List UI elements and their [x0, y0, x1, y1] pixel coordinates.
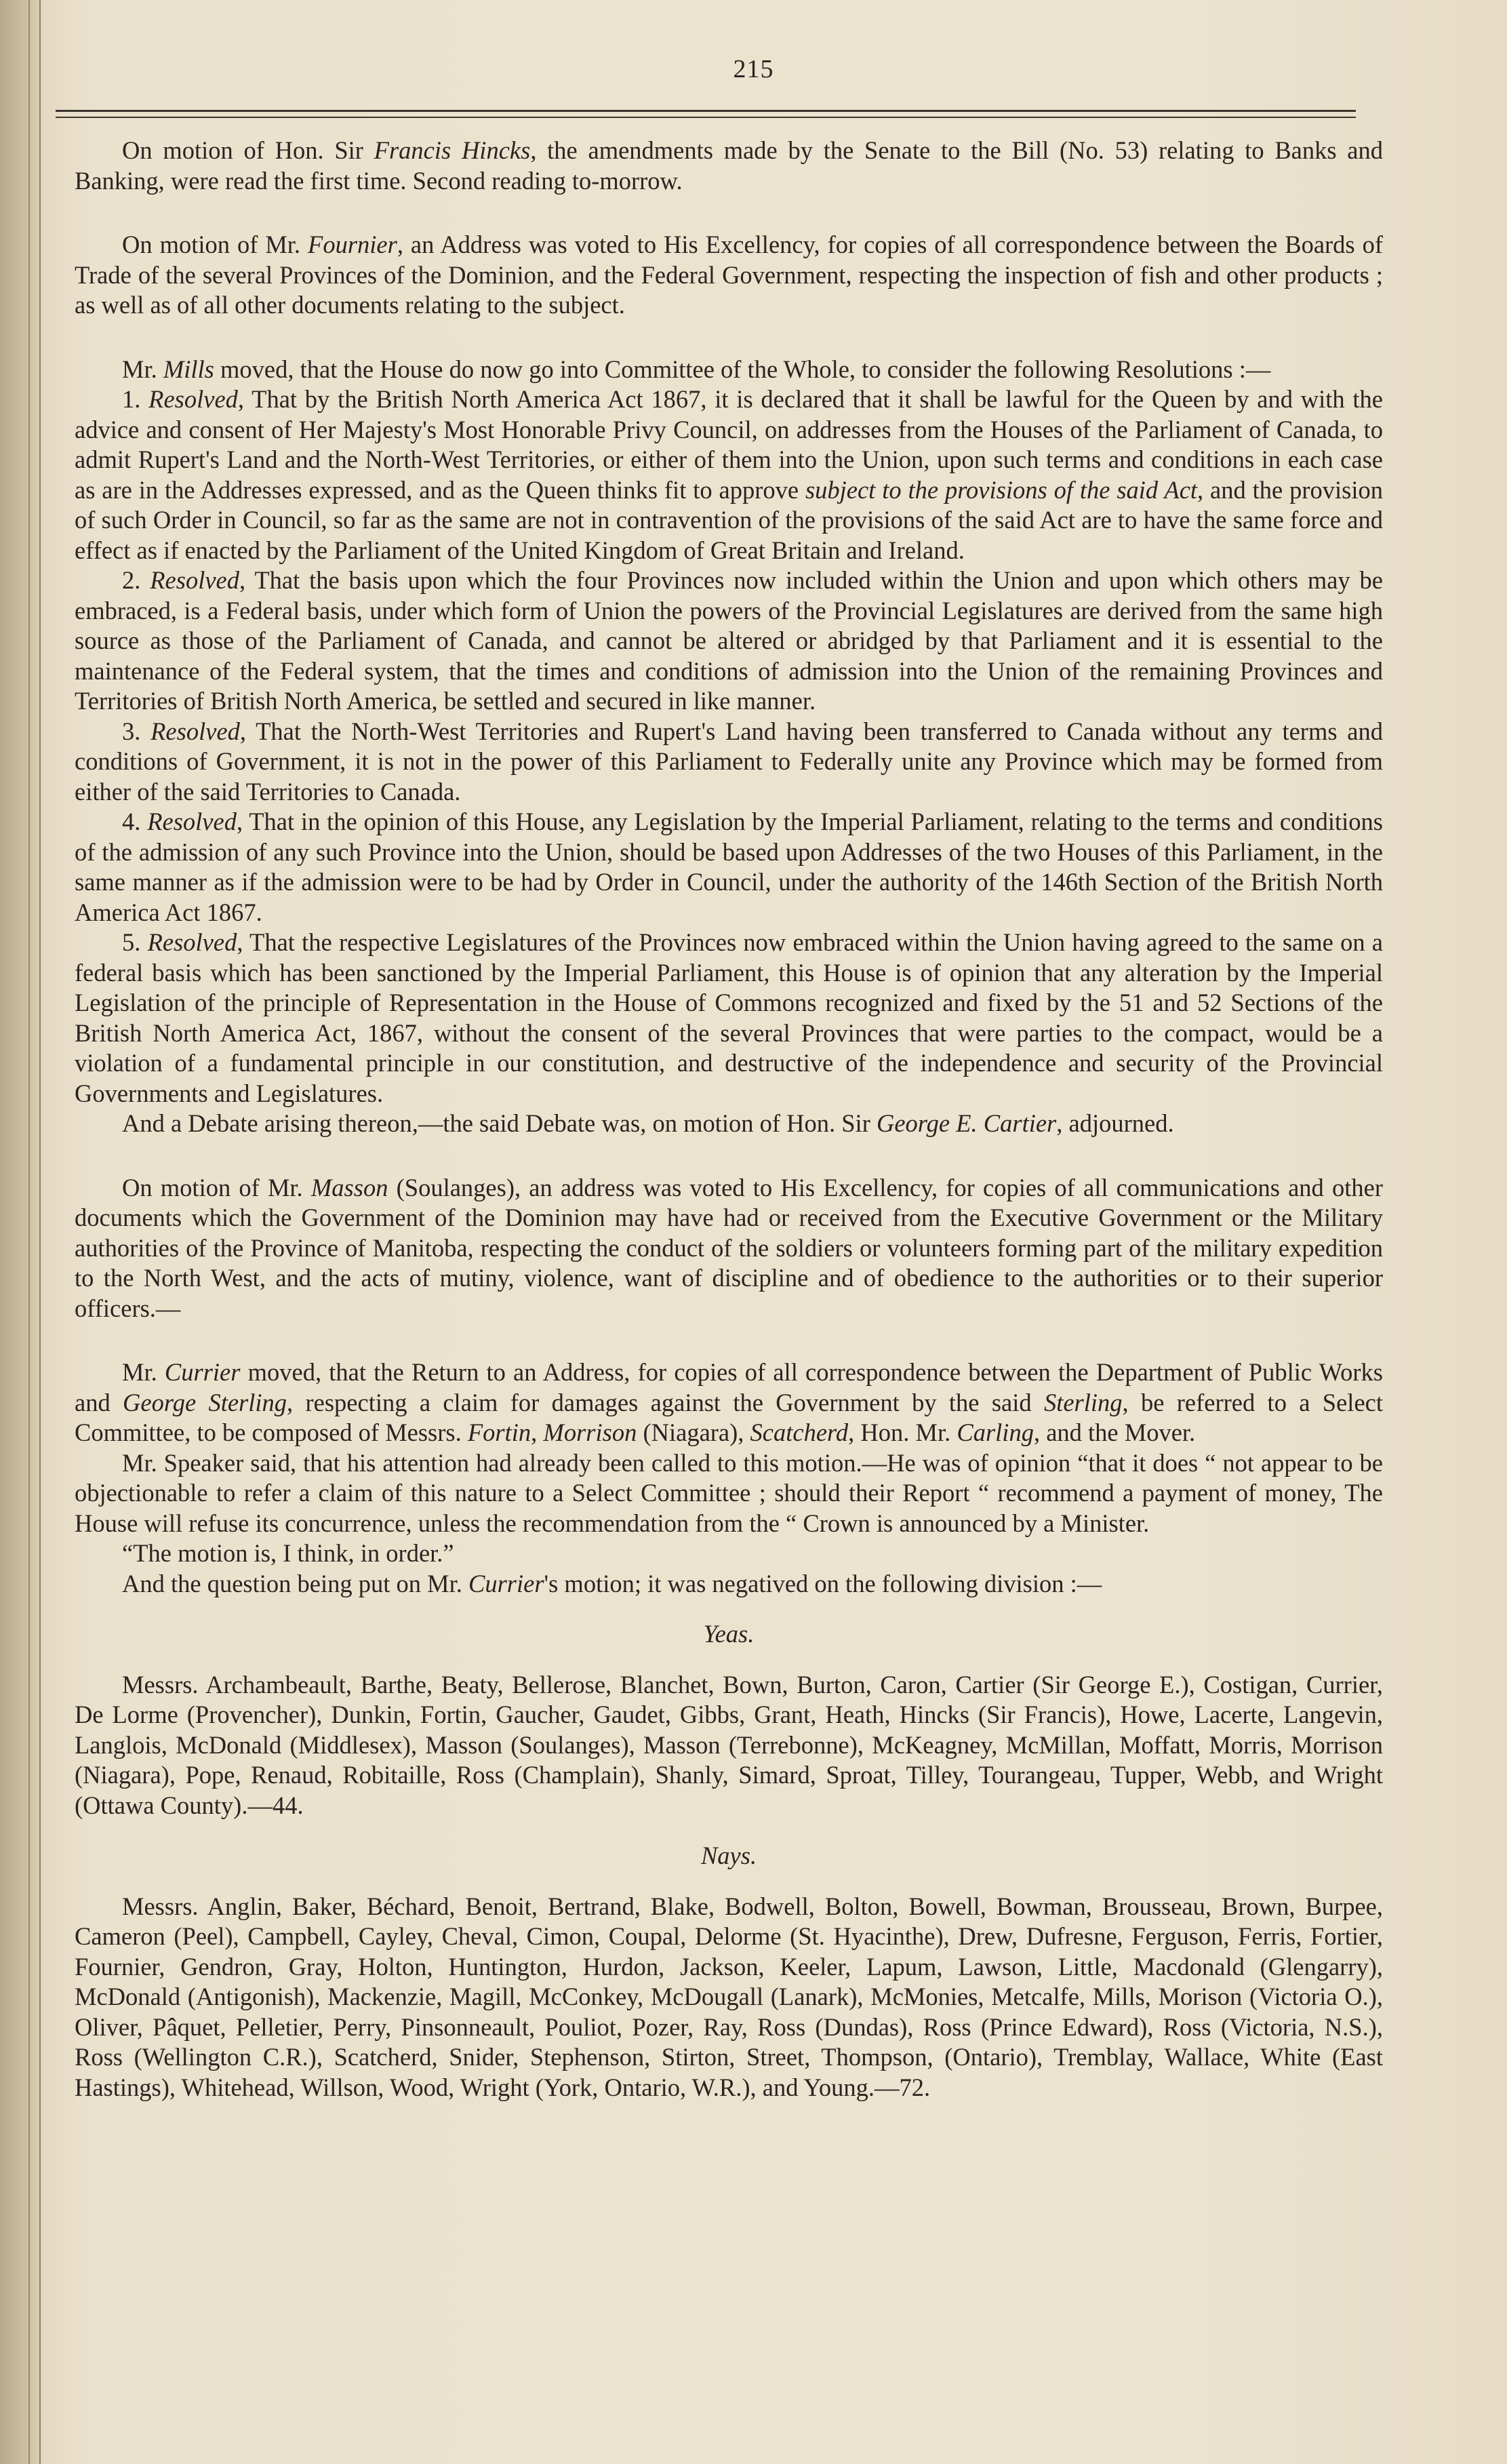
text-run: moved, that the House do now go into Committee of the Whole, to consider the following Resolutions :—	[214, 355, 1271, 383]
yeas-list: Messrs. Archambeault, Barthe, Beaty, Bellerose, Blanchet, Bown, Burton, Caron, Cartier (Sir George E.), Costigan, Currier, De Lorme (Provencher), Dunkin, Fortin, Gaucher, Gaudet, Gibbs, Grant, Heath, Hincks (Sir Francis), Howe, Lacerte, Langevin, Langlois, McDonald (Middlesex), Masson (Soulanges), Masson (Terrebonne), McKeagney, McMillan, Moffatt, Morris, Morrison (Niagara), Pope, Renaud, Robitaille, Ross (Champlain), Shanly, Simard, Sproat, Tilley, Tourangeau, Tupper, Webb, and Wright (Ottawa County).—44.	[75, 1670, 1383, 1819]
member-name: Francis Hincks	[374, 136, 531, 164]
header-rule-bottom	[56, 117, 1356, 118]
paragraph-debate-adjourned	[75, 1109, 1383, 1139]
text-run: , That by the British North America Act 1867, it is declared that it shall be lawful for the Queen by and with the advice and consent of Her Majesty's Most Honorable Privy Council, on addresses from the Houses of the Parliament of Canada, to admit Rupert's Land and the North-West Territories, or either of them into the Union, upon such terms and conditions in each case as are in the Addresses expressed, and as the Queen thinks fit to approve	[75, 385, 1384, 504]
member-name: Carling	[957, 1418, 1034, 1446]
resolution-number: 5.	[122, 928, 148, 956]
text-run: On motion of Mr.	[122, 1173, 311, 1201]
member-name: Scatcherd	[750, 1418, 849, 1446]
resolution-3	[75, 717, 1383, 808]
header-rule-top	[56, 110, 1356, 112]
resolution-number: 2.	[122, 566, 150, 594]
person-name: George Sterling	[123, 1388, 287, 1416]
text-run: On motion of Hon. Sir	[122, 136, 374, 164]
resolution-number: 3.	[122, 717, 151, 745]
member-name: Currier	[468, 1569, 544, 1597]
resolution-number: 1.	[122, 385, 149, 413]
spacer	[75, 1821, 1383, 1841]
paragraph-currier-motion	[75, 1357, 1383, 1448]
member-name: Masson	[310, 1173, 388, 1201]
yeas-heading: Yeas.	[703, 1620, 755, 1648]
journal-text	[75, 136, 1383, 2103]
text-run: Mr.	[122, 1358, 165, 1386]
text-run: moved, that the Return to an Address, for copies of all correspondence between the Department of Public Works and	[75, 1358, 1383, 1416]
paragraph-speaker-ruling: Mr. Speaker said, that his attention had already been called to this motion.—He was of opinion “that it does “ not appear to be objectionable to refer a claim of this nature to a Select Committee ; should their Report “ recommend a payment of money, The House will refuse its concurrence, unless the recommendation from the “ Crown is announced by a Minister.	[75, 1448, 1383, 1537]
text-run: , an Address was voted to His Excellency, for copies of all correspondence between the Boards of Trade of the several Provinces of the Dominion, and the Federal Government, respecting the inspection of fish and other products ; as well as of all other documents relating to the subject.	[75, 231, 1383, 319]
nays-heading: Nays.	[700, 1842, 757, 1869]
paragraph-question-put	[75, 1569, 1383, 1599]
resolution-5	[75, 928, 1383, 1109]
paragraph-in-order: “The motion is, I think, in order.”	[122, 1539, 454, 1567]
text-run: , That the North-West Territories and Rupert's Land having been transferred to Canada without any terms and conditions of Government, it is not in the power of this Parliament to Federally unite any Province which may be formed from either of the said Territories to Canada.	[75, 717, 1383, 806]
text-run: (Soulanges), an address was voted to His Excellency, for copies of all communications and other documents which the Government of the Dominion may have had or received from the Executive Government or the Military authorities of the Province of Manitoba, respecting the conduct of the soldiers or volunteers forming part of the military expedition to the North West, and the acts of mutiny, violence, want of discipline and of obedience to the authorities or to their superior officers.—	[75, 1173, 1383, 1322]
text-run: , the amendments made by the Senate to the Bill (No. 53) relating to Banks and Banking, were read the first time. Second reading to-morrow.	[75, 136, 1383, 195]
resolution-number: 4.	[122, 808, 148, 835]
spacer	[75, 1871, 1383, 1892]
text-run: , adjourned.	[1056, 1109, 1174, 1137]
text-run: 's motion; it was negatived on the following division :—	[544, 1569, 1102, 1597]
member-name: Currier	[164, 1358, 241, 1386]
paragraph-banking-bill	[75, 136, 1383, 196]
member-name: Morrison	[543, 1418, 637, 1446]
paragraph-mills-motion	[75, 355, 1383, 385]
spacer	[75, 1650, 1383, 1670]
resolution-1	[75, 384, 1383, 565]
text-run: ,	[531, 1418, 544, 1446]
text-run: , That the basis upon which the four Provinces now included within the Union and upon which others may be embraced, is a Federal basis, under which form of Union the powers of the Provincial Legislatures are derived from the same high source as those of the Parliament of Canada, and cannot be altered or abridged by that Parliament and it is essential to the maintenance of the Federal system, that the times and conditions of admission into the Union of the remaining Provinces and Territories of British North America, be settled and secured in like manner.	[75, 566, 1384, 715]
resolved-word: Resolved	[150, 717, 240, 745]
resolved-word: Resolved	[147, 928, 237, 956]
nays-list: Messrs. Anglin, Baker, Béchard, Benoit, Bertrand, Blake, Bodwell, Bolton, Bowell, Bowman, Brousseau, Brown, Burpee, Cameron (Peel), Campbell, Cayley, Cheval, Cimon, Coupal, Delorme (St. Hyacinthe), Drew, Dufresne, Ferguson, Ferris, Fortier, Fournier, Gendron, Gray, Holton, Huntington, Hurdon, Jackson, Keeler, Lapum, Lawson, Little, Macdonald (Glengarry), McDonald (Antigonish), Mackenzie, Magill, McConkey, McDougall (Lanark), McMonies, Metcalfe, Mills, Morison (Victoria O.), Oliver, Pâquet, Pelletier, Perry, Pinsonneault, Pouliot, Pozer, Ray, Ross (Dundas), Ross (Prince Edward), Ross (Victoria, N.S.), Ross (Wellington C.R.), Scatcherd, Snider, Stephenson, Stirton, Street, Thompson, (Ontario), Tremblay, Wallace, White (East Hastings), Whitehead, Willson, Wood, Wright (York, Ontario, W.R.), and Young.—72.	[75, 1892, 1383, 2101]
text-run: , That the respective Legislatures of the Provinces now embraced within the Union having agreed to the same on a federal basis which has been sanctioned by the Imperial Parliament, this House is of opinion that any alteration by the Imperial Legislation of the principle of Representation in the House of Commons recognized and fixed by the 51 and 52 Sections of the British North America Act, 1867, without the consent of the several Provinces that were parties to the compact, would be a violation of a fundamental principle in our constitution, and destructive of the independence and security of the Provincial Governments and Legislatures.	[75, 928, 1384, 1107]
binding-gutter	[0, 0, 41, 2464]
resolved-word: Resolved	[150, 566, 239, 594]
italic-phrase: subject to the provisions of the said Act	[805, 475, 1198, 504]
spacer	[75, 196, 1383, 230]
paragraph-manitoba-address	[75, 1173, 1383, 1324]
resolved-word: Resolved	[148, 385, 238, 413]
resolution-2	[75, 565, 1383, 717]
member-name: Mills	[163, 355, 214, 383]
text-run: Mr.	[122, 355, 163, 383]
page-number: 215	[733, 55, 774, 83]
member-name: Fournier	[308, 231, 397, 258]
text-run: , That in the opinion of this House, any Legislation by the Imperial Parliament, relating to the terms and conditions of the admission of any such Province into the Union, should be based upon Addresses of the two Houses of this Parliament, in the same manner as if the admission were to be had by Order in Council, under the authority of the 146th Section of the British North America Act 1867.	[75, 808, 1384, 926]
text-run: , and the provision of such Order in Council, so far as the same are not in contravention of the provisions of the said Act are to have the same force and effect as if enacted by the Parliament of the United Kingdom of Great Britain and Ireland.	[75, 475, 1384, 564]
spacer	[75, 1324, 1383, 1357]
text-run: And the question being put on Mr.	[122, 1569, 468, 1597]
text-run: , Hon. Mr.	[848, 1418, 957, 1446]
spacer	[75, 1139, 1383, 1173]
binding-edge-line	[28, 0, 30, 2464]
text-run: , and the Mover.	[1033, 1418, 1196, 1446]
member-name: George E. Cartier	[876, 1109, 1057, 1137]
spacer	[75, 1599, 1383, 1619]
text-run: (Niagara),	[637, 1418, 750, 1446]
resolution-4	[75, 807, 1383, 928]
spacer	[75, 321, 1383, 355]
member-name: Fortin	[467, 1418, 531, 1446]
text-run: , respecting a claim for damages against the Government by the said	[287, 1388, 1044, 1416]
text-run: , be referred to a Select Committee, to be composed of Messrs.	[75, 1388, 1383, 1446]
text-run: On motion of Mr.	[122, 231, 308, 258]
paragraph-fish-inspection	[75, 230, 1383, 321]
resolved-word: Resolved	[147, 808, 237, 835]
person-name: Sterling	[1043, 1388, 1123, 1416]
text-run: And a Debate arising thereon,—the said Debate was, on motion of Hon. Sir	[122, 1109, 877, 1137]
